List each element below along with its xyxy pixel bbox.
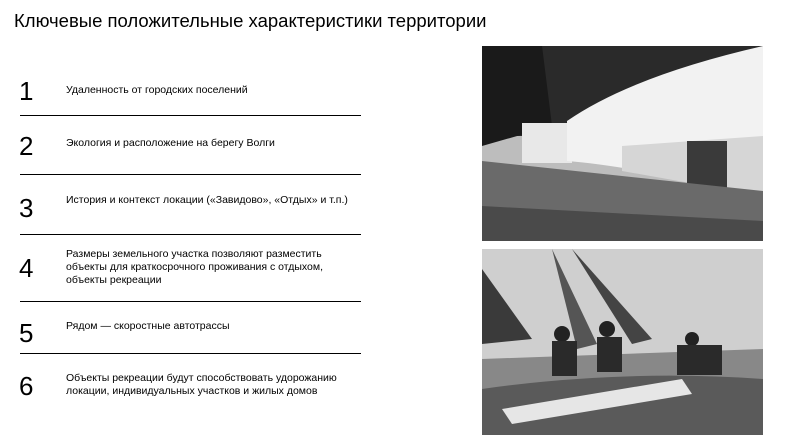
divider (20, 353, 361, 354)
divider (20, 174, 361, 175)
sailing-photo (482, 249, 763, 435)
divider (20, 115, 361, 116)
item-text: Размеры земельного участка позволяют разместить объекты для краткосрочного проживания с отдыхом, объекты рекреации (66, 248, 324, 286)
item-number: 1 (19, 76, 34, 106)
item-number: 5 (19, 318, 34, 348)
item-number: 6 (19, 371, 34, 401)
item-text: Рядом — скоростные автотрассы (66, 320, 230, 332)
item-number: 2 (19, 131, 34, 161)
divider (20, 301, 361, 302)
item-text: Экология и расположение на берегу Волги (66, 137, 275, 149)
item-text: Объекты рекреации будут способствовать удорожанию локации, индивидуальных участков и жилых домов (66, 372, 337, 397)
divider (20, 234, 361, 235)
item-number: 3 (19, 193, 34, 223)
house-photo (482, 46, 763, 241)
item-number: 4 (19, 253, 34, 283)
item-text: История и контекст локации («Завидово», «Отдых» и т.п.) (66, 194, 348, 206)
page-title: Ключевые положительные характеристики территории (14, 10, 487, 31)
item-text: Удаленность от городских поселений (66, 84, 248, 96)
